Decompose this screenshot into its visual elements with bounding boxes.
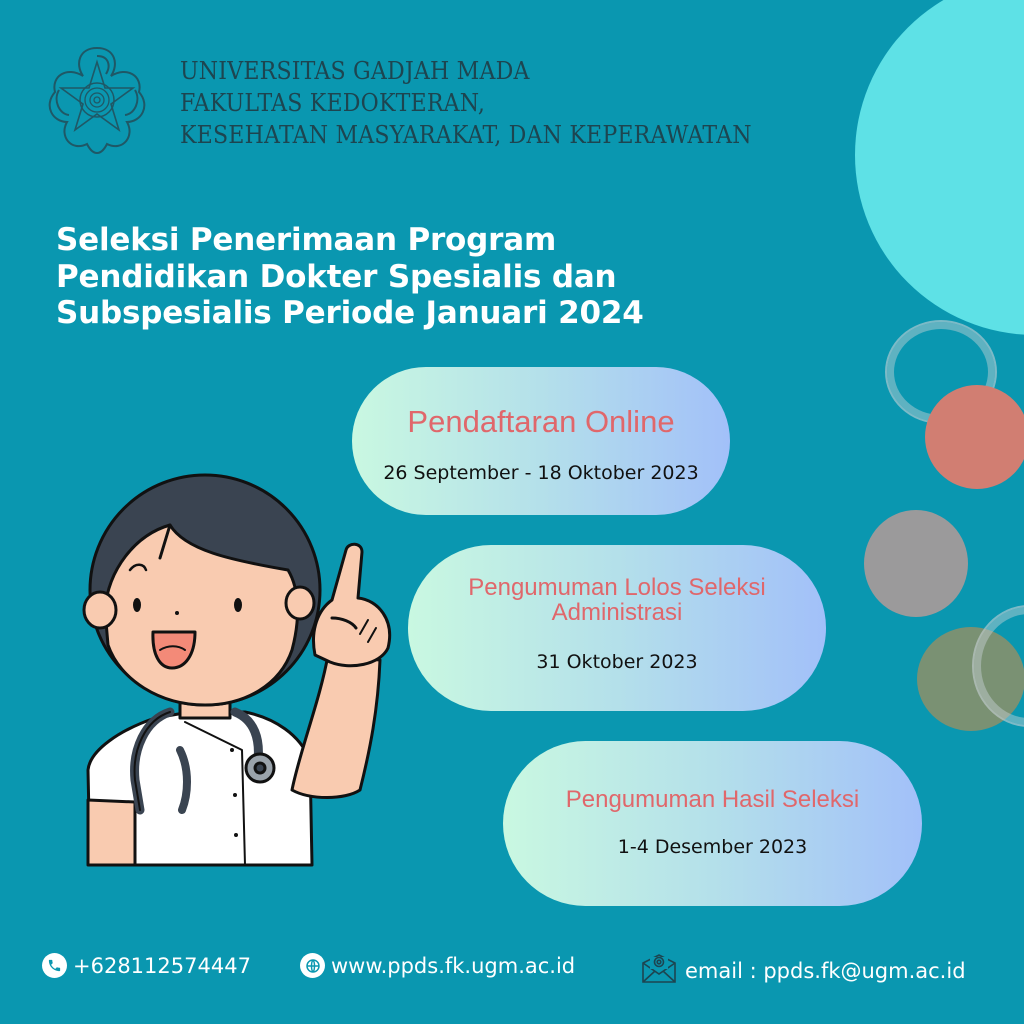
decorative-salmon-circle — [925, 385, 1024, 489]
contact-phone[interactable] — [42, 953, 251, 978]
phone-number: +628112574447 — [73, 953, 251, 978]
schedule-heading: Pengumuman Hasil Seleksi — [565, 785, 860, 813]
schedule-item-admin-announcement — [408, 545, 826, 711]
institution-line: KESEHATAN MASYARAKAT, DAN KEPERAWATAN — [180, 121, 752, 149]
schedule-heading-line: Pengumuman Lolos Seleksi — [468, 574, 766, 601]
institution-line: UNIVERSITAS GADJAH MADA — [180, 57, 530, 85]
phone-icon — [42, 953, 67, 978]
decorative-gray-circle — [864, 510, 968, 617]
envelope-at-icon — [641, 953, 677, 988]
schedule-date: 26 September - 18 Oktober 2023 — [383, 462, 699, 484]
contact-website[interactable] — [300, 953, 575, 978]
page-title — [56, 222, 644, 332]
schedule-heading: Pendaftaran Online — [407, 404, 675, 439]
website-link[interactable]: www.ppds.fk.ugm.ac.id — [331, 953, 576, 978]
schedule-heading — [468, 575, 766, 625]
institution-name — [180, 55, 752, 151]
globe-icon — [300, 953, 325, 978]
ugm-emblem-icon — [42, 44, 152, 156]
title-line: Pendidikan Dokter Spesialis dan — [56, 258, 617, 295]
schedule-date: 1-4 Desember 2023 — [617, 835, 808, 858]
doctor-pointing-illustration — [60, 450, 410, 870]
contact-email[interactable] — [641, 953, 966, 988]
schedule-heading-line: Administrasi — [551, 599, 683, 626]
schedule-date: 31 Oktober 2023 — [536, 651, 698, 673]
institution-line: FAKULTAS KEDOKTERAN, — [180, 89, 486, 117]
title-line: Subspesialis Periode Januari 2024 — [56, 295, 644, 331]
title-line: Seleksi Penerimaan Program — [56, 222, 557, 258]
decorative-big-circle — [855, 0, 1024, 335]
email-address[interactable]: email : ppds.fk@ugm.ac.id — [685, 958, 966, 983]
schedule-item-result-announcement — [503, 741, 922, 906]
